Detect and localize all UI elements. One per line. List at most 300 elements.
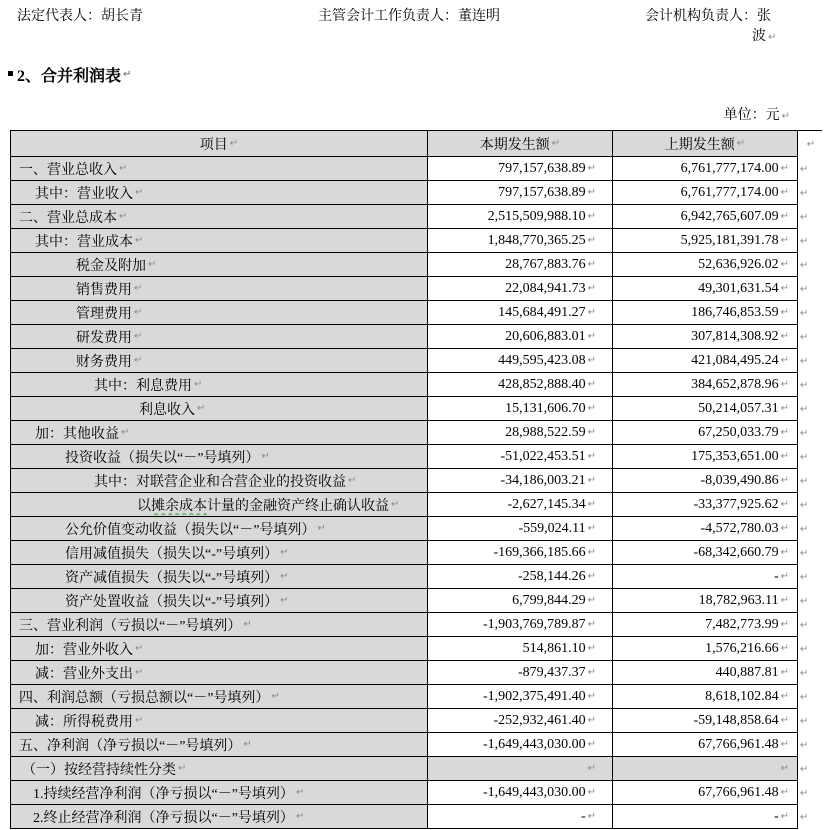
item-cell: [10, 349, 428, 373]
paragraph-mark-icon: ↵: [780, 691, 789, 702]
prior-amount: 6,761,777,174.00: [680, 160, 779, 176]
current-cell: [428, 661, 613, 685]
prior-cell: [613, 613, 798, 637]
prior-amount: 6,942,765,607.09: [680, 208, 779, 224]
paragraph-mark-icon: ↵: [587, 811, 596, 822]
item-cell: [10, 205, 428, 229]
row-end-cell: [798, 637, 822, 661]
row-end-cell: [798, 805, 822, 829]
row-end-cell: [798, 493, 822, 517]
item-cell: [10, 397, 428, 421]
item-cell: [10, 805, 428, 829]
prior-cell: [613, 445, 798, 469]
accounting-org-head-label-wrap: [752, 28, 776, 47]
row-label: 一、营业总收入: [19, 162, 117, 178]
paragraph-mark-icon: ↵: [587, 331, 596, 342]
paragraph-mark-icon: ↵: [780, 283, 789, 294]
row-end-cell: [798, 325, 822, 349]
paragraph-mark-icon: ↵: [800, 691, 809, 703]
prior-amount: 175,353,651.00: [691, 448, 779, 464]
item-cell: [10, 589, 428, 613]
prior-cell: [613, 565, 798, 589]
paragraph-mark-icon: ↵: [135, 235, 144, 246]
row-label: 其中：利息费用: [94, 378, 192, 394]
paragraph-mark-icon: ↵: [587, 187, 596, 198]
current-amount: 2,515,509,988.10: [487, 208, 586, 224]
prior-cell: [613, 229, 798, 253]
table-row: [10, 493, 822, 517]
paragraph-mark-icon: ↵: [800, 211, 809, 223]
current-cell: [428, 421, 613, 445]
income-statement-table: [10, 130, 822, 829]
paragraph-mark-icon: ↵: [800, 739, 809, 751]
paragraph-mark-icon: ↵: [135, 643, 144, 654]
item-cell: [10, 493, 428, 517]
section-title-row: [8, 63, 131, 86]
item-cell: [10, 301, 428, 325]
row-end-cell: [798, 517, 822, 541]
current-amount: -51,022,453.51: [500, 448, 586, 464]
item-cell: [10, 157, 428, 181]
paragraph-mark-icon: ↵: [135, 667, 144, 678]
paragraph-mark-icon: ↵: [736, 138, 746, 149]
row-end-cell: [798, 733, 822, 757]
column-header-label: 上期发生额: [664, 137, 735, 153]
table-row: [10, 805, 822, 829]
current-amount: -559,024.11: [518, 520, 586, 536]
paragraph-mark-icon: ↵: [780, 619, 789, 630]
paragraph-mark-icon: ↵: [587, 739, 596, 750]
current-cell: [428, 397, 613, 421]
row-label: 销售费用: [76, 282, 132, 298]
current-cell: [428, 613, 613, 637]
legal-representative-label: 法定代表人：胡长青: [17, 9, 143, 24]
paragraph-mark-icon: ↵: [587, 163, 596, 174]
paragraph-mark-icon: ↵: [780, 379, 789, 390]
row-label: 其中：对联营企业和合营企业的投资收益: [94, 474, 346, 490]
prior-cell: [613, 805, 798, 829]
row-label: 以摊余成本计量的金融资产终止确认收益: [137, 498, 389, 514]
item-cell: [10, 445, 428, 469]
paragraph-mark-icon: ↵: [587, 379, 596, 390]
paragraph-mark-icon: ↵: [587, 787, 596, 798]
prior-amount: 307,814,308.92: [691, 328, 779, 344]
current-amount: 145,684,491.27: [498, 304, 586, 320]
paragraph-mark-icon: ↵: [800, 475, 809, 487]
prior-cell: [613, 781, 798, 805]
current-cell: [428, 541, 613, 565]
bullet-square-icon: [8, 71, 13, 76]
table-row: [10, 565, 822, 589]
paragraph-mark-icon: ↵: [178, 763, 187, 774]
paragraph-mark-icon: ↵: [134, 307, 143, 318]
prior-amount: 49,301,631.54: [698, 280, 779, 296]
prior-cell: [613, 397, 798, 421]
paragraph-mark-icon: ↵: [587, 307, 596, 318]
paragraph-mark-icon: ↵: [800, 307, 809, 319]
prior-amount: 421,084,495.24: [691, 352, 779, 368]
row-end-cell: [798, 421, 822, 445]
paragraph-mark-icon: ↵: [587, 475, 596, 486]
paragraph-mark-icon: ↵: [135, 187, 144, 198]
current-cell: [428, 373, 613, 397]
paragraph-mark-icon: ↵: [229, 138, 239, 149]
paragraph-mark-icon: ↵: [119, 163, 128, 174]
row-end-cell: [798, 445, 822, 469]
item-cell: [10, 685, 428, 709]
table-row: [10, 661, 822, 685]
item-cell: [10, 541, 428, 565]
prior-cell: [613, 301, 798, 325]
prior-cell: [613, 517, 798, 541]
row-end-cell: [798, 181, 822, 205]
current-cell: [428, 229, 613, 253]
paragraph-mark-icon: ↵: [587, 547, 596, 558]
item-cell: [10, 229, 428, 253]
prior-amount: 52,636,926.02: [698, 256, 779, 272]
table-row: [10, 781, 822, 805]
paragraph-mark-icon: ↵: [123, 69, 132, 80]
prior-amount: -33,377,925.62: [693, 496, 779, 512]
current-amount: 15,131,606.70: [505, 400, 586, 416]
row-end-cell: [798, 685, 822, 709]
current-cell: [428, 301, 613, 325]
paragraph-mark-icon: ↵: [780, 715, 789, 726]
paragraph-mark-icon: ↵: [280, 595, 289, 606]
table-row: [10, 229, 822, 253]
paragraph-mark-icon: ↵: [587, 523, 596, 534]
paragraph-mark-icon: ↵: [587, 403, 596, 414]
table-row: [10, 637, 822, 661]
row-label: （一）按经营持续性分类: [22, 762, 176, 778]
current-amount: -252,932,461.40: [493, 712, 586, 728]
row-end-cell: [798, 613, 822, 637]
paragraph-mark-icon: ↵: [587, 259, 596, 270]
table-row: [10, 277, 822, 301]
prior-cell: [613, 661, 798, 685]
paragraph-mark-icon: ↵: [780, 787, 789, 798]
paragraph-mark-icon: ↵: [800, 667, 809, 679]
current-amount: 22,084,941.73: [505, 280, 586, 296]
current-amount: -34,186,003.21: [500, 472, 586, 488]
paragraph-mark-icon: ↵: [800, 187, 809, 199]
prior-amount: -: [773, 808, 779, 824]
table-row: [10, 469, 822, 493]
paragraph-mark-icon: ↵: [780, 235, 789, 246]
item-header-cell: [10, 130, 428, 157]
table-row: [10, 205, 822, 229]
item-cell: [10, 421, 428, 445]
prior-amount: 186,746,853.59: [691, 304, 779, 320]
row-end-cell: [798, 709, 822, 733]
current-amount: 797,157,638.89: [498, 184, 586, 200]
paragraph-mark-icon: ↵: [587, 715, 596, 726]
table-row: [10, 373, 822, 397]
prior-cell: [613, 373, 798, 397]
paragraph-mark-icon: ↵: [587, 763, 596, 774]
paragraph-mark-icon: ↵: [271, 691, 280, 702]
prior-cell: [613, 325, 798, 349]
paragraph-mark-icon: ↵: [800, 499, 809, 511]
row-end-cell: [798, 253, 822, 277]
item-cell: [10, 757, 428, 781]
table-row: [10, 253, 822, 277]
item-cell: [10, 637, 428, 661]
item-cell: [10, 517, 428, 541]
table-row: [10, 589, 822, 613]
prior-cell: [613, 637, 798, 661]
section-title: 2、合并利润表: [17, 68, 122, 85]
paragraph-mark-icon: ↵: [295, 811, 305, 822]
paragraph-mark-icon: ↵: [780, 331, 789, 342]
table-row: [10, 397, 822, 421]
paragraph-mark-icon: ↵: [780, 811, 789, 822]
paragraph-mark-icon: ↵: [587, 235, 596, 246]
row-label: 其中：营业收入: [35, 186, 133, 202]
prior-amount: -59,148,858.64: [693, 712, 779, 728]
paragraph-mark-icon: ↵: [800, 547, 809, 559]
current-amount: -2,627,145.34: [507, 496, 586, 512]
row-end-cell: [798, 277, 822, 301]
paragraph-mark-icon: ↵: [780, 523, 789, 534]
row-label: 研发费用: [76, 330, 132, 346]
table-row: [10, 445, 822, 469]
row-label: 管理费用: [76, 306, 132, 322]
prior-amount: 5,925,181,391.78: [680, 232, 779, 248]
paragraph-mark-icon: ↵: [800, 355, 809, 367]
prior-amount: 18,782,963.11: [698, 592, 779, 608]
paragraph-mark-icon: ↵: [800, 283, 809, 295]
prior-cell: [613, 421, 798, 445]
paragraph-mark-icon: ↵: [800, 379, 809, 391]
row-label: 财务费用: [76, 354, 132, 370]
paragraph-mark-icon: ↵: [800, 763, 809, 775]
prior-amount: -68,342,660.79: [693, 544, 779, 560]
row-label: 加：其他收益: [35, 426, 119, 442]
accounting-org-head-label: 会计机构负责人：张: [645, 9, 771, 24]
current-cell: [428, 253, 613, 277]
current-cell: [428, 733, 613, 757]
prior-cell: [613, 685, 798, 709]
table-row: [10, 517, 822, 541]
table-row: [10, 325, 822, 349]
current-cell: [428, 205, 613, 229]
paragraph-mark-icon: ↵: [587, 667, 596, 678]
paragraph-mark-icon: ↵: [780, 307, 789, 318]
current-amount: 6,799,844.29: [512, 592, 586, 608]
prior-cell: [613, 277, 798, 301]
prior-period-header-cell: [613, 130, 798, 157]
paragraph-mark-icon: ↵: [348, 475, 357, 486]
prior-amount: 440,887.81: [715, 664, 779, 680]
row-label: 五、净利润（净亏损以“－”号填列）: [19, 738, 242, 754]
item-cell: [10, 709, 428, 733]
row-label: 投资收益（损失以“－”号填列）: [65, 450, 260, 466]
row-end-cell: [798, 229, 822, 253]
current-amount: -: [580, 808, 586, 824]
current-cell: [428, 349, 613, 373]
row-end-cell: [798, 781, 822, 805]
prior-amount: 7,482,773.99: [705, 616, 779, 632]
current-cell: [428, 589, 613, 613]
row-label: 资产处置收益（损失以“-”号填列）: [65, 594, 279, 610]
prior-amount: 1,576,216.66: [705, 640, 779, 656]
paragraph-mark-icon: ↵: [780, 163, 789, 174]
prior-cell: [613, 469, 798, 493]
paragraph-mark-icon: ↵: [800, 427, 809, 439]
paragraph-mark-icon: ↵: [800, 259, 809, 271]
paragraph-mark-icon: ↵: [261, 451, 270, 462]
prior-amount: 8,618,102.84: [705, 688, 779, 704]
row-end-cell: [798, 565, 822, 589]
chief-accountant-label: 主管会计工作负责人：董连明: [318, 9, 500, 24]
row-label: 其中：营业成本: [35, 234, 133, 250]
paragraph-mark-icon: ↵: [587, 499, 596, 510]
row-end-cell: [798, 349, 822, 373]
current-cell: [428, 637, 613, 661]
current-cell: [428, 685, 613, 709]
paragraph-mark-icon: ↵: [806, 138, 816, 150]
current-cell: [428, 469, 613, 493]
paragraph-mark-icon: ↵: [800, 595, 809, 607]
current-amount: 428,852,888.40: [498, 376, 586, 392]
paragraph-mark-icon: ↵: [317, 523, 326, 534]
prior-amount: 50,214,057.31: [698, 400, 779, 416]
table-header-row: [10, 130, 822, 157]
paragraph-mark-icon: ↵: [780, 499, 789, 510]
prior-amount: 6,761,777,174.00: [680, 184, 779, 200]
paragraph-mark-icon: ↵: [587, 355, 596, 366]
table-row: [10, 421, 822, 445]
paragraph-mark-icon: ↵: [780, 475, 789, 486]
table-row: [10, 613, 822, 637]
item-cell: [10, 373, 428, 397]
paragraph-mark-icon: ↵: [134, 283, 143, 294]
paragraph-mark-icon: ↵: [243, 739, 252, 750]
prior-cell: [613, 253, 798, 277]
paragraph-mark-icon: ↵: [587, 619, 596, 630]
paragraph-mark-icon: ↵: [587, 427, 596, 438]
current-amount: 28,767,883.76: [505, 256, 586, 272]
current-amount: 1,848,770,365.25: [487, 232, 586, 248]
current-amount: 20,606,883.01: [505, 328, 586, 344]
table-row: [10, 349, 822, 373]
row-label: 加：营业外收入: [35, 642, 133, 658]
current-cell: [428, 517, 613, 541]
row-end-cell: [798, 469, 822, 493]
current-cell: [428, 277, 613, 301]
paragraph-mark-icon: ↵: [780, 187, 789, 198]
prior-cell: [613, 493, 798, 517]
paragraph-mark-icon: ↵: [780, 355, 789, 366]
paragraph-mark-icon: ↵: [587, 211, 596, 222]
row-end-cell: [798, 397, 822, 421]
paragraph-mark-icon: ↵: [148, 259, 157, 270]
table-row: [10, 541, 822, 565]
item-cell: [10, 181, 428, 205]
prior-cell: [613, 757, 798, 781]
paragraph-mark-icon: ↵: [800, 451, 809, 463]
table-row: [10, 757, 822, 781]
paragraph-mark-icon: ↵: [800, 571, 809, 583]
paragraph-mark-icon: ↵: [551, 138, 561, 149]
table-row: [10, 301, 822, 325]
paragraph-mark-icon: ↵: [780, 211, 789, 222]
paragraph-mark-icon: ↵: [800, 235, 809, 247]
current-cell: [428, 805, 613, 829]
prior-cell: [613, 709, 798, 733]
current-amount: 797,157,638.89: [498, 160, 586, 176]
paragraph-mark-icon: ↵: [800, 619, 809, 631]
paragraph-mark-icon: ↵: [780, 259, 789, 270]
paragraph-mark-icon: ↵: [780, 427, 789, 438]
row-end-cell: [798, 373, 822, 397]
paragraph-mark-icon: ↵: [194, 379, 203, 390]
column-header-label: 本期发生额: [479, 137, 550, 153]
item-cell: [10, 277, 428, 301]
prior-cell: [613, 157, 798, 181]
paragraph-mark-icon: ↵: [800, 163, 809, 175]
paragraph-mark-icon: ↵: [781, 111, 790, 122]
row-label: 2.终止经营净利润（净亏损以“－”号填列）: [33, 810, 294, 826]
table-row: [10, 181, 822, 205]
paragraph-mark-icon: ↵: [121, 427, 130, 438]
current-amount: -1,649,443,030.00: [482, 784, 586, 800]
prior-amount: -: [773, 568, 779, 584]
row-label: 减：营业外支出: [35, 666, 133, 682]
paragraph-mark-icon: ↵: [800, 331, 809, 343]
paragraph-mark-icon: ↵: [587, 691, 596, 702]
paragraph-mark-icon: ↵: [768, 32, 777, 43]
row-end-cell: [798, 205, 822, 229]
current-cell: [428, 757, 613, 781]
current-amount: 449,595,423.08: [498, 352, 586, 368]
paragraph-mark-icon: ↵: [800, 643, 809, 655]
current-amount: -169,366,185.66: [493, 544, 586, 560]
current-cell: [428, 157, 613, 181]
row-end-cell: [798, 661, 822, 685]
paragraph-mark-icon: ↵: [780, 667, 789, 678]
current-amount: -258,144.26: [517, 568, 586, 584]
prior-amount: 67,250,033.79: [698, 424, 779, 440]
row-end-cell: [798, 541, 822, 565]
row-label: 税金及附加: [76, 258, 146, 274]
row-label: 减：所得税费用: [35, 714, 133, 730]
row-end-cell: [798, 157, 822, 181]
current-cell: [428, 781, 613, 805]
table-row: [10, 157, 822, 181]
paragraph-mark-icon: ↵: [800, 787, 809, 799]
current-amount: 514,861.10: [522, 640, 586, 656]
row-end-cell: [798, 589, 822, 613]
item-cell: [10, 325, 428, 349]
paragraph-mark-icon: ↵: [280, 547, 289, 558]
column-header-label: 项目: [199, 137, 228, 153]
item-cell: [10, 781, 428, 805]
row-end-cell: [798, 301, 822, 325]
item-cell: [10, 469, 428, 493]
item-cell: [10, 733, 428, 757]
current-cell: [428, 325, 613, 349]
prior-cell: [613, 181, 798, 205]
row-label: 1.持续经营净利润（净亏损以“－”号填列）: [33, 786, 294, 802]
paragraph-mark-icon: ↵: [391, 499, 400, 510]
current-amount: 28,988,522.59: [505, 424, 586, 440]
row-label: 四、利润总额（亏损总额以“－”号填列）: [19, 690, 270, 706]
paragraph-mark-icon: ↵: [243, 619, 252, 630]
paragraph-mark-icon: ↵: [134, 331, 143, 342]
current-cell: [428, 445, 613, 469]
